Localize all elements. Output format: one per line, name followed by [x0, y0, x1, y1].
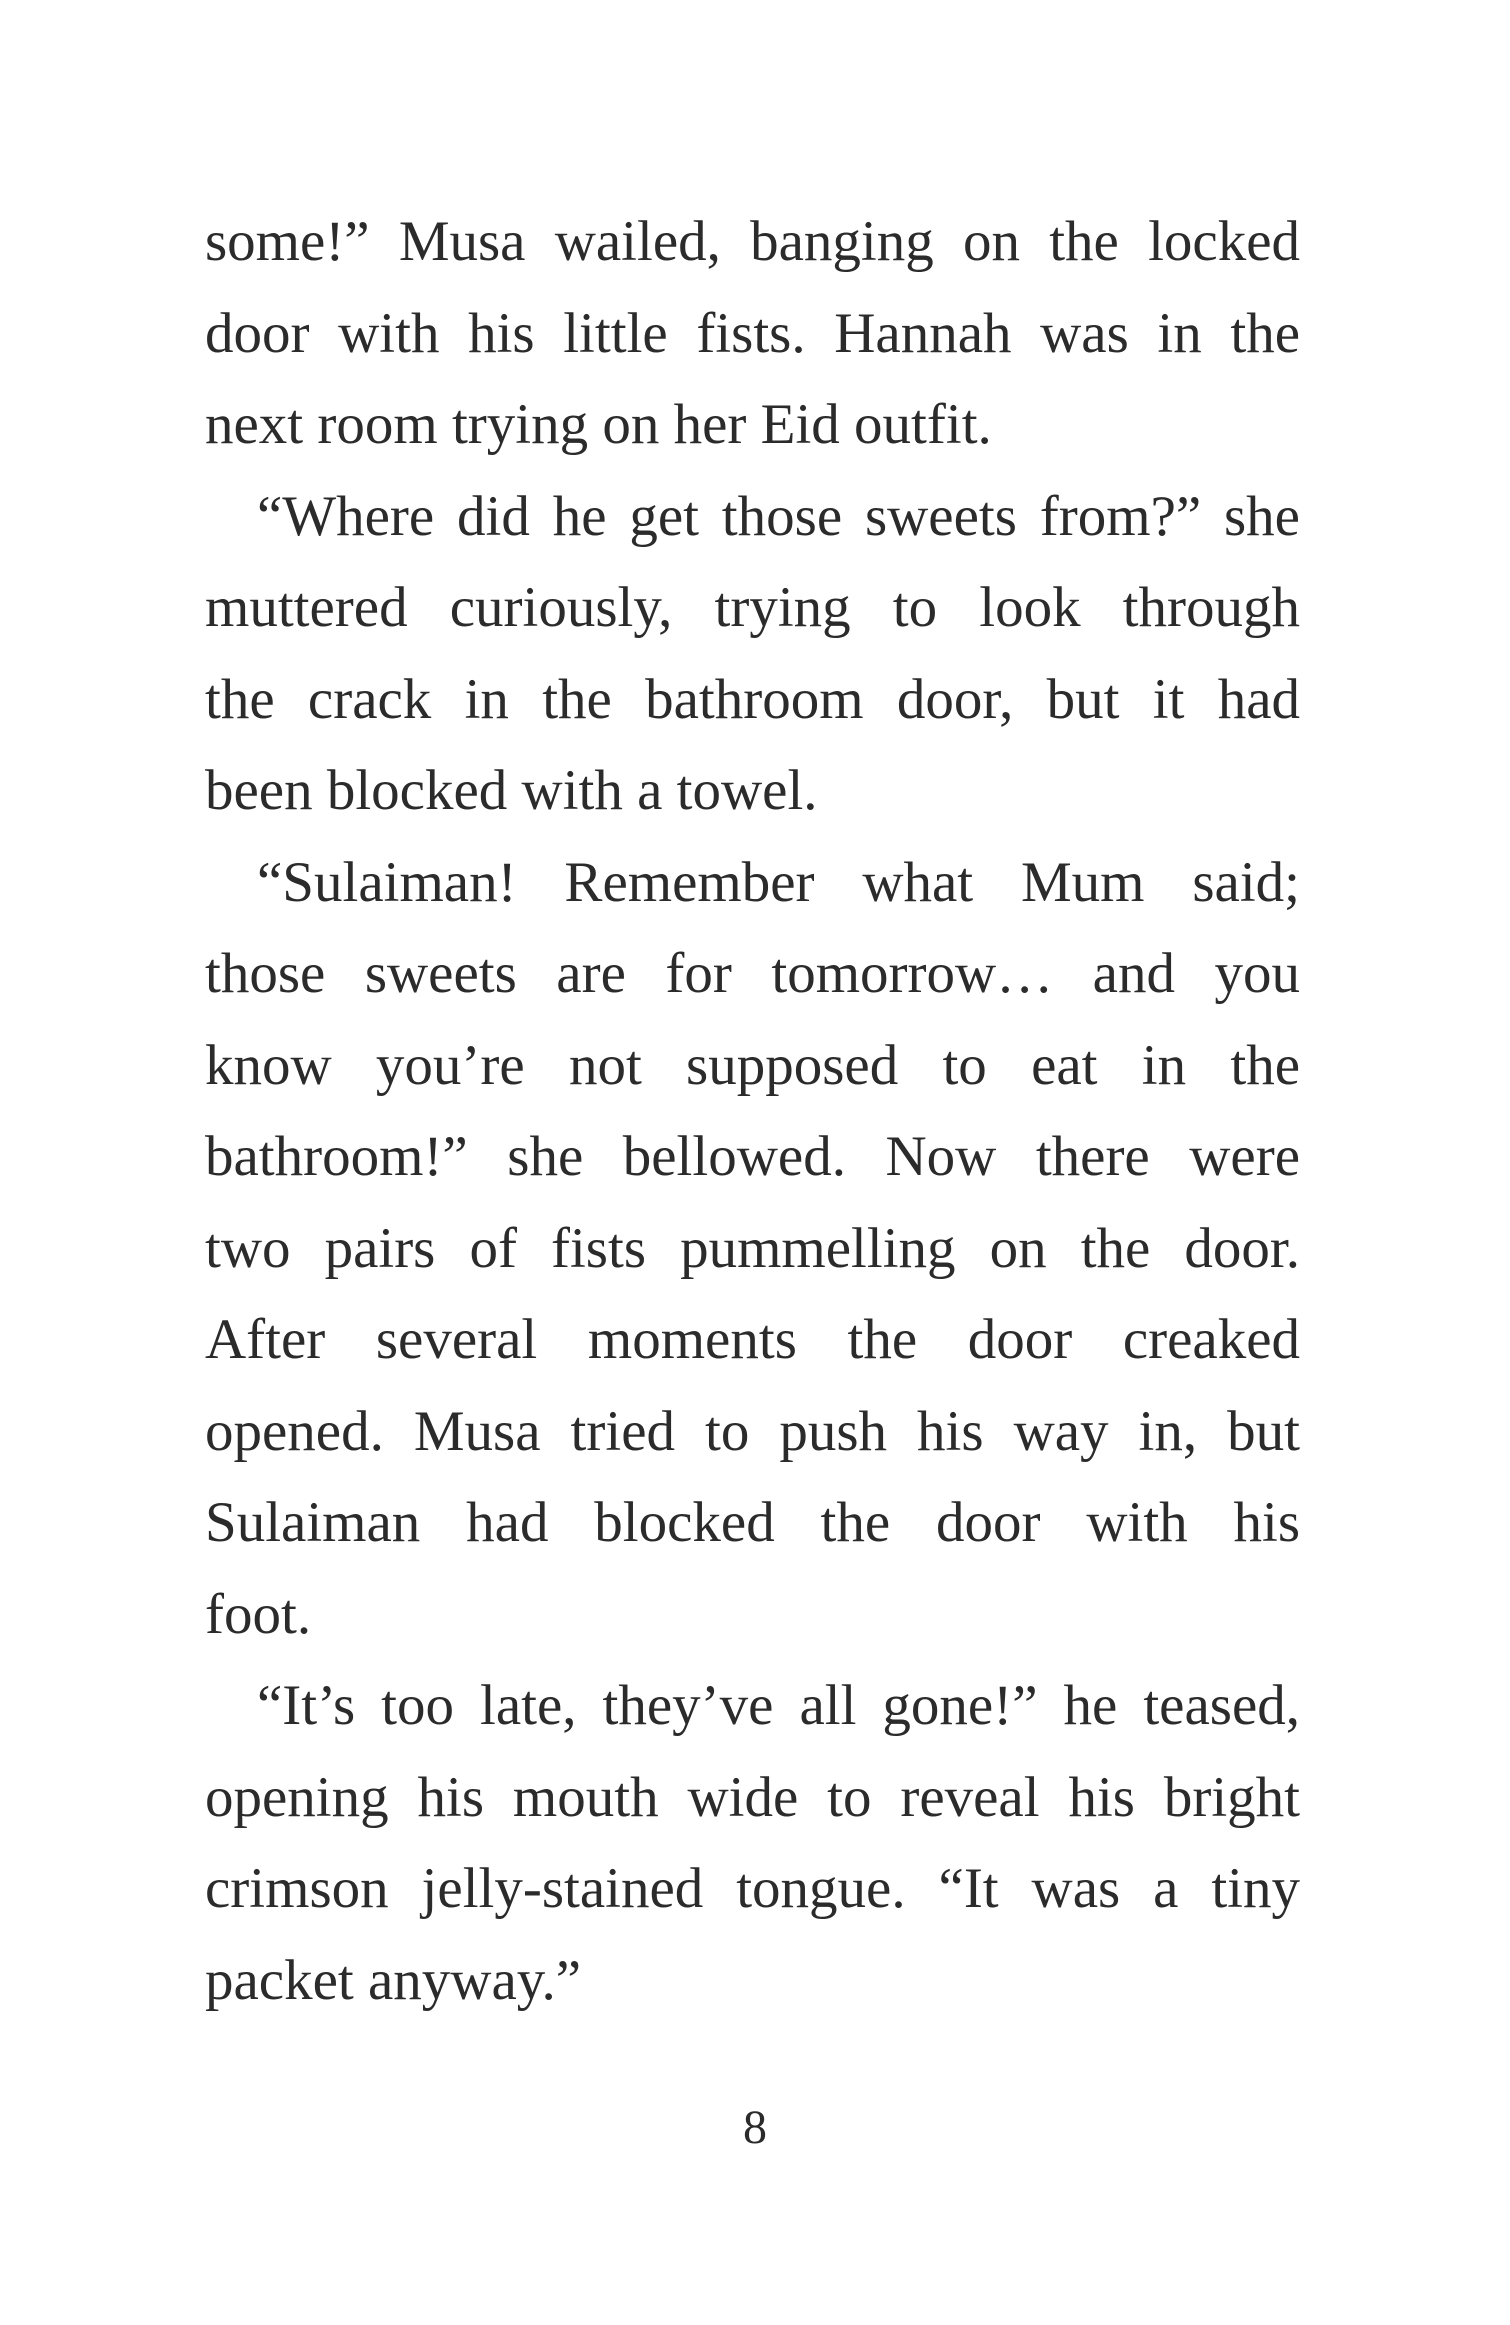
text-line: crimson jelly-stained tongue. “It was a tiny	[205, 1857, 1300, 1920]
text-line: “Where did he get those sweets from?” she	[257, 484, 1300, 548]
text-line: next room trying on her Eid outfit.	[205, 393, 992, 456]
text-line: muttered curiously, trying to look through	[205, 576, 1300, 639]
text-line: some!” Musa wailed, banging on the locked	[205, 210, 1300, 273]
page-number: 8	[743, 2101, 767, 2154]
paragraph	[205, 471, 1300, 837]
text-line: packet anyway.”	[205, 1948, 582, 2012]
text-line: opened. Musa tried to push his way in, but	[205, 1399, 1300, 1463]
text-line: After several moments the door creaked	[205, 1308, 1300, 1371]
text-line: been blocked with a towel.	[205, 759, 818, 822]
text-line: know you’re not supposed to eat in the	[205, 1033, 1300, 1097]
text-line: “Sulaiman! Remember what Mum said;	[257, 850, 1300, 914]
paragraph	[205, 196, 1300, 471]
page-body-text	[205, 196, 1300, 2026]
paragraph	[205, 837, 1300, 1661]
text-line: opening his mouth wide to reveal his bright	[205, 1765, 1300, 1829]
text-line: those sweets are for tomorrow… and you	[205, 942, 1300, 1005]
text-line: bathroom!” she bellowed. Now there were	[205, 1125, 1300, 1188]
text-line: two pairs of fists pummelling on the door.	[205, 1216, 1300, 1280]
text-line: “It’s too late, they’ve all gone!” he teased,	[257, 1674, 1300, 1737]
text-line: the crack in the bathroom door, but it had	[205, 667, 1300, 731]
text-line: foot.	[205, 1582, 312, 1646]
text-line: door with his little fists. Hannah was in the	[205, 301, 1300, 365]
paragraph	[205, 1660, 1300, 2026]
text-line: Sulaiman had blocked the door with his	[205, 1491, 1300, 1554]
